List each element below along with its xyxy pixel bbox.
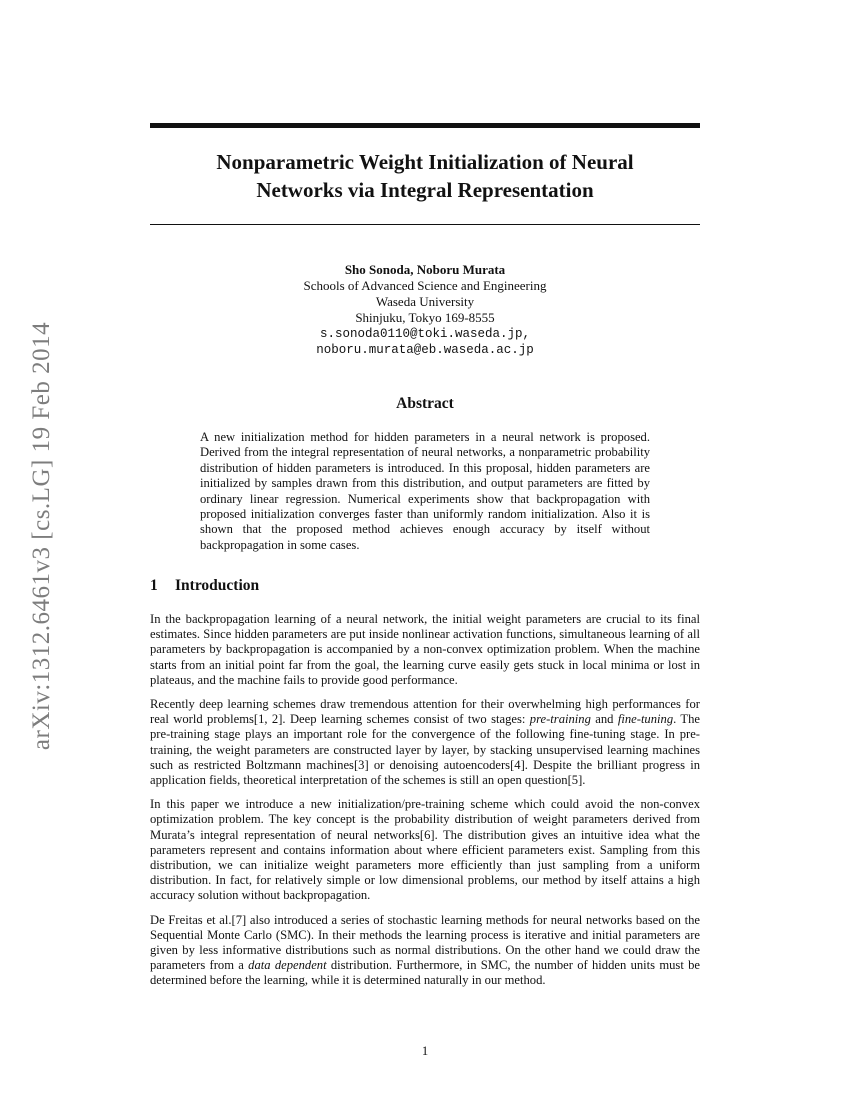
author-address: Shinjuku, Tokyo 169-8555	[355, 310, 495, 325]
section-heading	[150, 577, 259, 595]
page-number: 1	[421, 1044, 429, 1058]
term-pre-training: pre-training	[529, 712, 591, 727]
arxiv-stamp-text: arXiv:1312.6461v3 [cs.LG] 19 Feb 2014	[28, 321, 55, 751]
abstract-body: A new initialization method for hidden parameters in a neural network is proposed. Derived from the integral representation of neural networks, a nonparametric probability distribution of hidden parameters is introduced. In this proposal, hidden parameters are initialized by samples drawn from this distribution, and output parameters are fitted by ordinary linear regression. Numerical experiments show that backpropagation with proposed initialization converges faster than uniformly random initialization. Also it is shown that the proposed method achieves enough accuracy by itself without backpropagation in some cases.	[200, 430, 650, 552]
paper-title	[150, 148, 700, 204]
author-names: Sho Sonoda, Noboru Murata	[344, 262, 506, 277]
paragraph-4	[150, 913, 700, 989]
paragraph-2	[150, 697, 700, 788]
paragraph-2-part-a: Recently deep learning schemes draw tremendous attention for their overwhelming high performances for real world problems[1, 2]. Deep learning schemes consist of two stages:	[150, 697, 700, 727]
paragraph-1: In the backpropagation learning of a neural network, the initial weight parameters are crucial to its final estimates. Since hidden parameters are put inside nonlinear activation functions, simultaneous learning of all parameters by backpropagation is accompanied by a non-convex optimization problem. When the machine starts from an initial point far from the goal, the learning curve easily gets stuck in local minima or lost in plateaus, and the machine fails to provide good performance.	[150, 612, 700, 687]
author-email-1: s.sonoda0110@toki.waseda.jp,	[319, 327, 531, 341]
title-line-1: Nonparametric Weight Initialization of Neural	[216, 150, 634, 174]
section-title: Introduction	[175, 577, 260, 594]
paragraph-2-part-c: . The pre-training stage plays an important role for the convergence of the following fine-tuning stage. In pre-training, the weight parameters are constructed layer by layer, by stacking unsupervised learning machines such as restricted Boltzmann machines[3] or denoising autoencoders[4]. Despite the brilliant progress in application fields, theoretical interpretation of the schemes is still an open question[5].	[150, 712, 701, 788]
title-line-2: Networks via Integral Representation	[256, 178, 594, 202]
author-block	[150, 262, 700, 358]
title-top-rule	[150, 123, 700, 128]
paragraph-4-part-b: distribution. Furthermore, in SMC, the number of hidden units must be determined before the learning, while it is determined naturally in our method.	[150, 958, 700, 988]
paragraph-4-part-a: De Freitas et al.[7] also introduced a series of stochastic learning methods for neural networks based on the Sequential Monte Carlo (SMC). In their methods the learning process is iterative and initial parameters are given by less informative distributions such as normal distributions. On the other hand we could draw the parameters from a	[150, 912, 700, 973]
intro-body	[150, 612, 700, 998]
paragraph-2-part-b: and	[590, 712, 618, 727]
author-affiliation: Schools of Advanced Science and Engineering	[303, 278, 547, 293]
author-university: Waseda University	[375, 294, 475, 309]
section-number: 1	[150, 577, 158, 594]
author-email-2: noboru.murata@eb.waseda.ac.jp	[316, 343, 534, 357]
paragraph-3: In this paper we introduce a new initialization/pre-training scheme which could avoid the non-convex optimization problem. The key concept is the probability distribution of weight parameters derived from Murata’s integral representation of neural networks[6]. The distribution gives an intuitive idea what the parameters represent and contains information about where efficient parameters exist. Sampling from this distribution, we can initialize weight parameters more efficiently than just sampling from a uniform distribution. In fact, for relatively simple or low dimensional problems, our method by itself attains a high accuracy solution without backpropagation.	[150, 797, 700, 903]
term-fine-tuning: fine-tuning	[617, 712, 674, 727]
term-data-dependent: data dependent	[248, 958, 327, 973]
abstract-heading: Abstract	[396, 395, 454, 412]
title-bottom-rule	[150, 224, 700, 225]
